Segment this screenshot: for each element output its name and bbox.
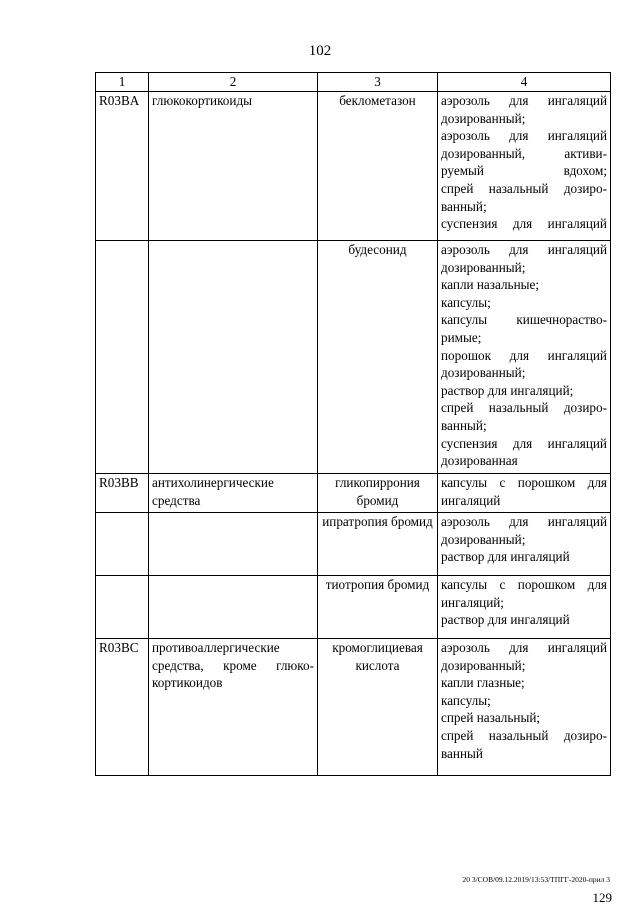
- form-item: суспензия для ингаляций дозированная: [441, 435, 607, 469]
- form-item: раствор для ингаляций: [441, 549, 570, 565]
- form-item: аэрозоль для ингаляций дозированный;: [441, 93, 607, 126]
- form-item: спрей назальный дозиро-ванный: [441, 727, 607, 761]
- group-name-continued: [149, 241, 318, 474]
- document-reference: 20 3/СОВ/09.12.2019/13:53/ТПГГ-2020-прил 3: [462, 875, 610, 884]
- form-item: суспензия для ингаляций: [441, 216, 607, 232]
- dosage-forms: [438, 576, 611, 639]
- column-header-code: 1: [96, 73, 149, 92]
- drug-table: [95, 72, 611, 776]
- table-row: [96, 639, 611, 776]
- group-name: глюкокортикоиды: [149, 92, 318, 241]
- drug-name: гликопиррония бромид: [318, 474, 438, 513]
- column-header-drug: 3: [318, 73, 438, 92]
- table-row: [96, 241, 611, 474]
- form-item: капсулы с порошком для ингаляций;: [441, 577, 607, 610]
- table-row: [96, 474, 611, 513]
- form-item: спрей назальный дозиро-ванный;: [441, 400, 607, 433]
- group-name: антихолинергические средства: [149, 474, 318, 513]
- drug-name: беклометазон: [318, 92, 438, 241]
- group-name-continued: [149, 576, 318, 639]
- footer-page-number: 129: [592, 890, 612, 905]
- dosage-forms: [438, 241, 611, 474]
- atc-code-continued: [96, 513, 149, 576]
- form-item: капсулы кишечнораство-римые;: [441, 312, 607, 345]
- table-row: [96, 576, 611, 639]
- drug-name: ипратропия бромид: [318, 513, 438, 576]
- form-item: капсулы с порошком для ингаляций: [441, 475, 607, 508]
- form-item: спрей назальный;: [441, 710, 541, 726]
- form-item: аэрозоль для ингаляций дозированный;: [441, 242, 607, 275]
- form-item: капли глазные;: [441, 675, 525, 691]
- dosage-forms: [438, 92, 611, 241]
- form-item: порошок для ингаляций дозированный;: [441, 347, 607, 381]
- group-name-continued: [149, 513, 318, 576]
- form-item: аэрозоль для ингаляций дозированный, активи-руемый вдохом;: [441, 128, 607, 179]
- atc-code: R03BC: [96, 639, 149, 776]
- page-number: 102: [308, 43, 332, 59]
- form-item: спрей назальный дозиро-ванный;: [441, 180, 607, 214]
- atc-code-continued: [96, 576, 149, 639]
- atc-code: R03BA: [96, 92, 149, 241]
- group-name: противоаллергические средства, кроме глюко-кортикоидов: [149, 639, 318, 776]
- form-item: капли назальные;: [441, 277, 539, 293]
- atc-code: R03BB: [96, 474, 149, 513]
- drug-name: кромоглициевая кислота: [318, 639, 438, 776]
- form-item: капсулы;: [441, 294, 491, 310]
- form-item: аэрозоль для ингаляций дозированный;: [441, 514, 607, 547]
- column-header-forms: 4: [438, 73, 611, 92]
- dosage-forms: [438, 474, 611, 513]
- form-item: раствор для ингаляций: [441, 612, 570, 628]
- column-header-group: 2: [149, 73, 318, 92]
- table-row: [96, 92, 611, 241]
- dosage-forms: [438, 639, 611, 776]
- form-item: раствор для ингаляций;: [441, 382, 574, 398]
- drug-name: тиотропия бромид: [318, 576, 438, 639]
- table-header-row: [96, 73, 611, 92]
- form-item: аэрозоль для ингаляций дозированный;: [441, 640, 607, 673]
- dosage-forms: [438, 513, 611, 576]
- form-item: капсулы;: [441, 692, 491, 708]
- atc-code-continued: [96, 241, 149, 474]
- table-row: [96, 513, 611, 576]
- drug-name: будесонид: [318, 241, 438, 474]
